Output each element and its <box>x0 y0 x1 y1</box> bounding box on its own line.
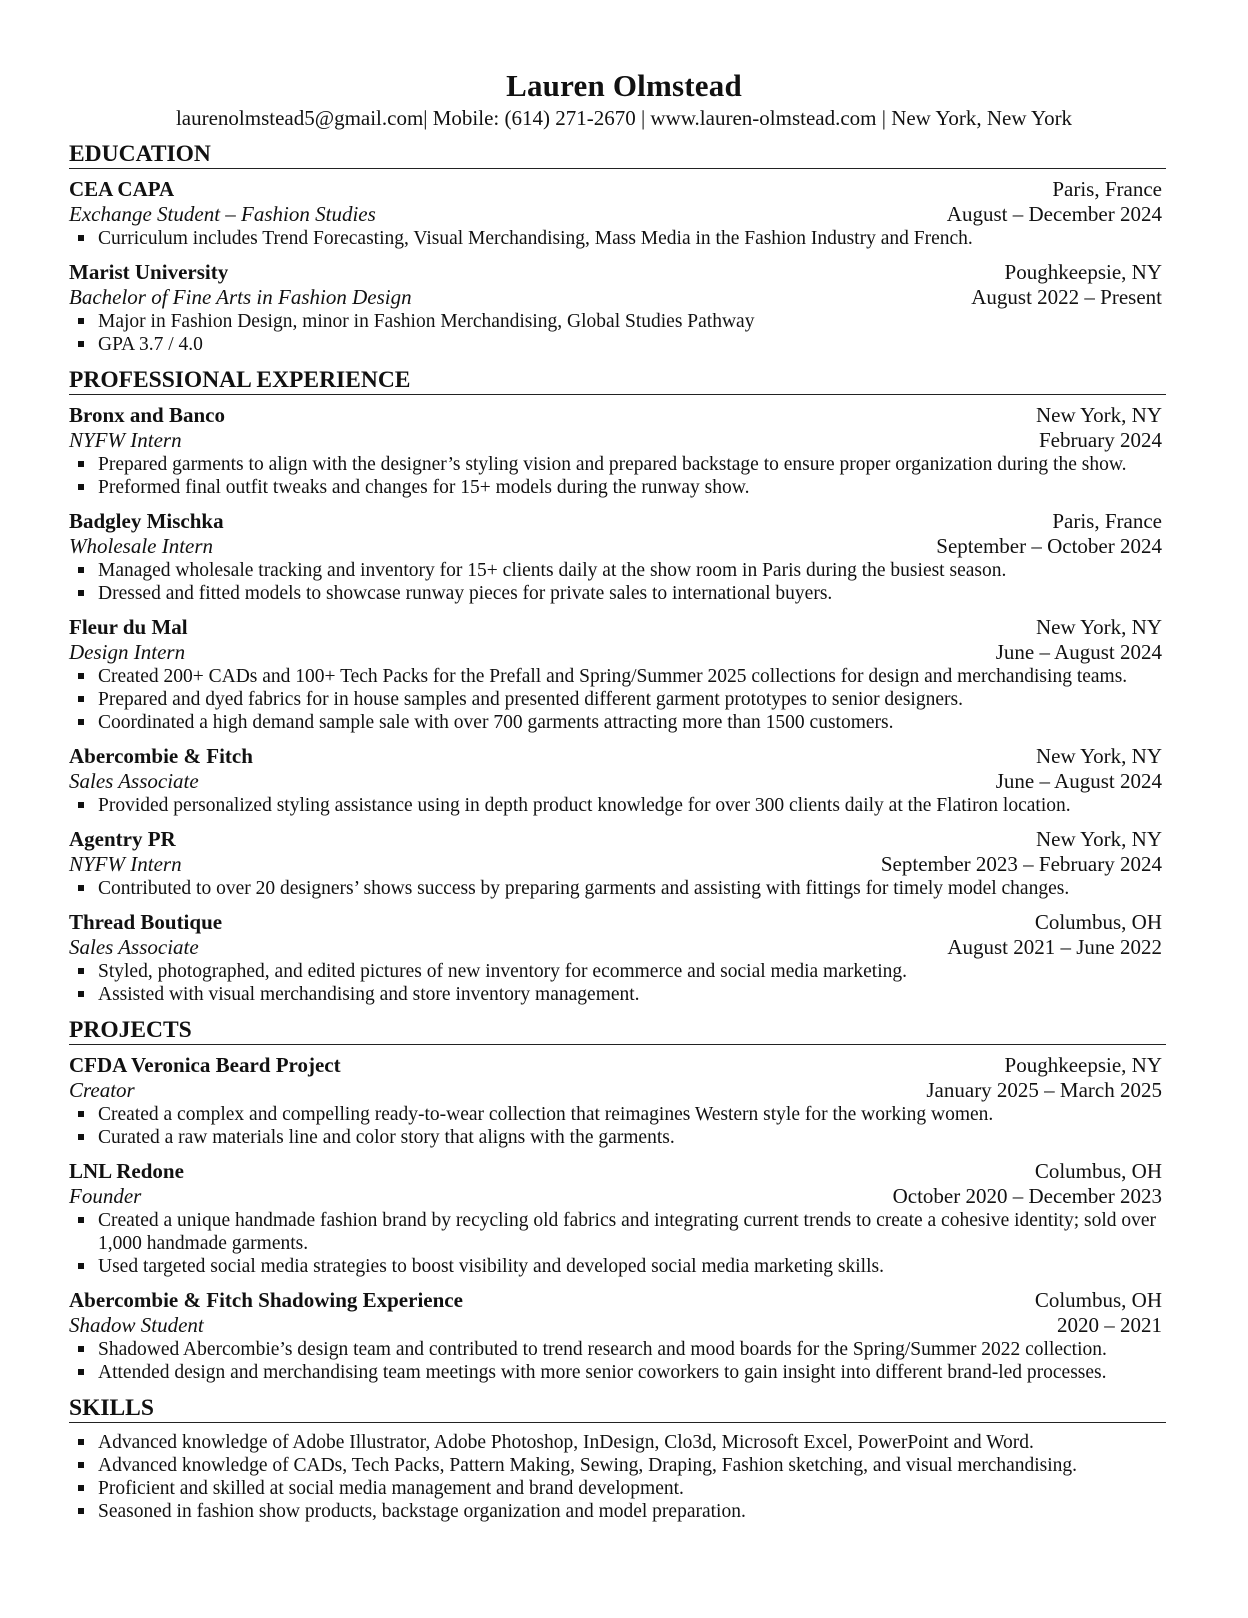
education-entries <box>69 177 1166 356</box>
entry-bullets <box>69 310 1166 356</box>
projects-entries <box>69 1053 1166 1384</box>
bullet-item <box>69 1338 1166 1361</box>
projects-heading: PROJECTS <box>69 1016 1166 1045</box>
entry-role: Sales Associate <box>69 935 199 959</box>
entry-dates: January 2025 – March 2025 <box>926 1078 1162 1102</box>
entry-location: New York, NY <box>1035 615 1162 639</box>
bullet-text: Created 200+ CADs and 100+ Tech Packs for the Prefall and Spring/Summer 2025 collections for design and merchandising teams. <box>98 666 1128 687</box>
bullet-square-icon <box>78 885 84 891</box>
bullet-item <box>69 983 1166 1006</box>
bullet-text: Coordinated a high demand sample sale with over 700 garments attracting more than 1500 customers. <box>98 712 894 733</box>
entry-location: Columbus, OH <box>1034 1288 1162 1312</box>
entry-location: Poughkeepsie, NY <box>1004 260 1162 284</box>
bullet-square-icon <box>78 802 84 808</box>
bullet-text: Major in Fashion Design, minor in Fashion Merchandising, Global Studies Pathway <box>98 311 755 332</box>
bullet-text: Advanced knowledge of CADs, Tech Packs, Pattern Making, Sewing, Draping, Fashion sketching, and visual merchandising. <box>98 1455 1078 1476</box>
entry-header-row <box>69 260 1166 285</box>
bullet-text: Curriculum includes Trend Forecasting, Visual Merchandising, Mass Media in the Fashion Industry and French. <box>98 228 973 249</box>
bullet-item <box>69 310 1166 333</box>
entry-header-row <box>69 403 1166 428</box>
bullet-text: Styled, photographed, and edited pictures of new inventory for ecommerce and social media marketing. <box>98 961 907 982</box>
entry-role-row <box>69 769 1166 794</box>
organization-name: Abercombie & Fitch Shadowing Experience <box>69 1288 463 1312</box>
entry-role-row <box>69 534 1166 559</box>
organization-name: Thread Boutique <box>69 910 223 934</box>
entry-bullets <box>69 665 1166 734</box>
entry-role: Creator <box>69 1078 135 1102</box>
entry-role: Shadow Student <box>69 1313 204 1337</box>
bullet-square-icon <box>78 1346 84 1352</box>
bullet-text: Curated a raw materials line and color story that aligns with the garments. <box>98 1127 675 1148</box>
entry-role: Design Intern <box>69 640 186 664</box>
bullet-square-icon <box>78 1217 84 1223</box>
bullet-text: Contributed to over 20 designers’ shows success by preparing garments and assisting with fittings for timely model changes. <box>98 878 1070 899</box>
bullet-item <box>69 582 1166 605</box>
experience-section <box>69 366 1166 1006</box>
entry-bullets <box>69 453 1166 499</box>
entry-bullets <box>69 877 1166 900</box>
entry-location: Paris, France <box>1052 509 1162 533</box>
entry-location: Paris, France <box>1052 177 1162 201</box>
bullet-item <box>69 1431 1166 1454</box>
bullet-square-icon <box>78 461 84 467</box>
entry-bullets <box>69 1209 1166 1278</box>
bullet-item <box>69 877 1166 900</box>
bullet-item <box>69 794 1166 817</box>
resume-entry <box>69 260 1166 356</box>
entry-header-row <box>69 509 1166 534</box>
bullet-item <box>69 711 1166 734</box>
entry-role: NYFW Intern <box>69 852 182 876</box>
bullet-item <box>69 1500 1166 1523</box>
entry-bullets <box>69 1338 1166 1384</box>
organization-name: CEA CAPA <box>69 177 175 201</box>
resume-body <box>69 140 1166 1529</box>
entry-role-row <box>69 285 1166 310</box>
entry-header-row <box>69 1159 1166 1184</box>
entry-bullets <box>69 559 1166 605</box>
entry-role-row <box>69 852 1166 877</box>
entry-dates: September 2023 – February 2024 <box>880 852 1162 876</box>
bullet-square-icon <box>78 1439 84 1445</box>
entry-header-row <box>69 910 1166 935</box>
bullet-square-icon <box>78 318 84 324</box>
entry-role-row <box>69 1184 1166 1209</box>
resume-entry <box>69 403 1166 499</box>
bullet-square-icon <box>78 991 84 997</box>
experience-heading: PROFESSIONAL EXPERIENCE <box>69 366 1166 395</box>
entry-dates: August – December 2024 <box>946 202 1162 226</box>
entry-role-row <box>69 428 1166 453</box>
organization-name: CFDA Veronica Beard Project <box>69 1053 341 1077</box>
bullet-square-icon <box>78 1369 84 1375</box>
entry-header-row <box>69 615 1166 640</box>
entry-dates: August 2022 – Present <box>971 285 1162 309</box>
bullet-square-icon <box>78 1485 84 1491</box>
bullet-text: GPA 3.7 / 4.0 <box>98 334 203 355</box>
bullet-text: Managed wholesale tracking and inventory for 15+ clients daily at the show room in Paris during the busiest season. <box>98 560 1007 581</box>
entry-role-row <box>69 935 1166 960</box>
bullet-item <box>69 1126 1166 1149</box>
resume-entry <box>69 509 1166 605</box>
resume-entry <box>69 744 1166 817</box>
organization-name: Bronx and Banco <box>69 403 225 427</box>
entry-role-row <box>69 640 1166 665</box>
entry-role: Founder <box>69 1184 142 1208</box>
entry-bullets <box>69 227 1166 250</box>
entry-header-row <box>69 744 1166 769</box>
skills-list <box>69 1431 1166 1523</box>
skills-section <box>69 1394 1166 1523</box>
entry-dates: June – August 2024 <box>995 769 1162 793</box>
bullet-item <box>69 559 1166 582</box>
resume-entry <box>69 1053 1166 1149</box>
entry-role: Bachelor of Fine Arts in Fashion Design <box>69 285 412 309</box>
entry-role: NYFW Intern <box>69 428 182 452</box>
entry-location: New York, NY <box>1035 403 1162 427</box>
resume-entry <box>69 827 1166 900</box>
bullet-text: Prepared and dyed fabrics for in house samples and presented different garment prototypes to senior designers. <box>98 689 963 710</box>
resume-entry <box>69 910 1166 1006</box>
projects-section <box>69 1016 1166 1384</box>
bullet-text: Attended design and merchandising team meetings with more senior coworkers to gain insight into different brand-led processes. <box>98 1362 1107 1383</box>
entry-header-row <box>69 177 1166 202</box>
entry-bullets <box>69 1103 1166 1149</box>
bullet-text: Seasoned in fashion show products, backstage organization and model preparation. <box>98 1501 746 1522</box>
bullet-square-icon <box>78 1134 84 1140</box>
bullet-square-icon <box>78 590 84 596</box>
resume-header <box>0 68 1248 132</box>
entry-dates: February 2024 <box>1038 428 1162 452</box>
bullet-square-icon <box>78 235 84 241</box>
education-heading: EDUCATION <box>69 140 1166 169</box>
bullet-item <box>69 227 1166 250</box>
bullet-item <box>69 1209 1166 1255</box>
entry-location: New York, NY <box>1035 827 1162 851</box>
skills-heading: SKILLS <box>69 1394 1166 1423</box>
organization-name: LNL Redone <box>69 1159 184 1183</box>
organization-name: Abercombie & Fitch <box>69 744 253 768</box>
bullet-item <box>69 453 1166 476</box>
bullet-text: Created a complex and compelling ready-to-wear collection that reimagines Western style for the working women. <box>98 1104 994 1125</box>
bullet-item <box>69 1255 1166 1278</box>
bullet-item <box>69 333 1166 356</box>
entry-role-row <box>69 202 1166 227</box>
entry-dates: October 2020 – December 2023 <box>892 1184 1162 1208</box>
entry-role: Wholesale Intern <box>69 534 214 558</box>
bullet-text: Dressed and fitted models to showcase runway pieces for private sales to international buyers. <box>98 583 833 604</box>
organization-name: Badgley Mischka <box>69 509 224 533</box>
bullet-square-icon <box>78 1508 84 1514</box>
entry-dates: August 2021 – June 2022 <box>947 935 1162 959</box>
bullet-item <box>69 688 1166 711</box>
bullet-square-icon <box>78 673 84 679</box>
entry-dates: June – August 2024 <box>995 640 1162 664</box>
bullet-square-icon <box>78 567 84 573</box>
entry-location: Columbus, OH <box>1034 910 1162 934</box>
bullet-text: Preformed final outfit tweaks and changes for 15+ models during the runway show. <box>98 477 750 498</box>
bullet-text: Assisted with visual merchandising and store inventory management. <box>98 984 640 1005</box>
resume-entry <box>69 177 1166 250</box>
bullet-square-icon <box>78 1462 84 1468</box>
bullet-text: Proficient and skilled at social media management and brand development. <box>98 1478 684 1499</box>
resume-entry <box>69 615 1166 734</box>
entry-role-row <box>69 1078 1166 1103</box>
resume-entry <box>69 1288 1166 1384</box>
bullet-square-icon <box>78 696 84 702</box>
bullet-square-icon <box>78 1263 84 1269</box>
bullet-text: Provided personalized styling assistance using in depth product knowledge for over 300 clients daily at the Flatiron location. <box>98 795 1071 816</box>
bullet-item <box>69 665 1166 688</box>
bullet-text: Advanced knowledge of Adobe Illustrator, Adobe Photoshop, InDesign, Clo3d, Microsoft Excel, PowerPoint and Word. <box>98 1432 1034 1453</box>
bullet-square-icon <box>78 484 84 490</box>
contact-line: laurenolmstead5@gmail.com| Mobile: (614) 271-2670 | www.lauren-olmstead.com | New York, New York <box>175 106 1073 130</box>
bullet-item <box>69 1454 1166 1477</box>
bullet-item <box>69 1103 1166 1126</box>
organization-name: Fleur du Mal <box>69 615 188 639</box>
bullet-square-icon <box>78 1111 84 1117</box>
bullet-item <box>69 1477 1166 1500</box>
entry-location: Poughkeepsie, NY <box>1004 1053 1162 1077</box>
entry-dates: September – October 2024 <box>936 534 1162 558</box>
entry-header-row <box>69 1288 1166 1313</box>
bullet-square-icon <box>78 719 84 725</box>
organization-name: Agentry PR <box>69 827 176 851</box>
entry-location: New York, NY <box>1035 744 1162 768</box>
candidate-name: Lauren Olmstead <box>506 68 742 103</box>
entry-dates: 2020 – 2021 <box>1057 1313 1162 1337</box>
entry-header-row <box>69 1053 1166 1078</box>
entry-bullets <box>69 960 1166 1006</box>
bullet-text: Prepared garments to align with the designer’s styling vision and prepared backstage to ensure proper organization during the show. <box>98 454 1127 475</box>
education-section <box>69 140 1166 356</box>
bullet-text: Created a unique handmade fashion brand by recycling old fabrics and integrating current trends to create a cohesive identity; sold over 1,000 handmade garments. <box>98 1210 1157 1254</box>
bullet-text: Used targeted social media strategies to boost visibility and developed social media marketing skills. <box>98 1256 884 1277</box>
experience-entries <box>69 403 1166 1006</box>
bullet-square-icon <box>78 341 84 347</box>
entry-header-row <box>69 827 1166 852</box>
bullet-text: Shadowed Abercombie’s design team and contributed to trend research and mood boards for the Spring/Summer 2022 collection. <box>98 1339 1107 1360</box>
bullet-item <box>69 1361 1166 1384</box>
bullet-item <box>69 476 1166 499</box>
entry-bullets <box>69 794 1166 817</box>
entry-role: Exchange Student – Fashion Studies <box>69 202 376 226</box>
entry-role: Sales Associate <box>69 769 199 793</box>
entry-role-row <box>69 1313 1166 1338</box>
organization-name: Marist University <box>69 260 229 284</box>
bullet-square-icon <box>78 968 84 974</box>
entry-location: Columbus, OH <box>1034 1159 1162 1183</box>
resume-entry <box>69 1159 1166 1278</box>
bullet-item <box>69 960 1166 983</box>
